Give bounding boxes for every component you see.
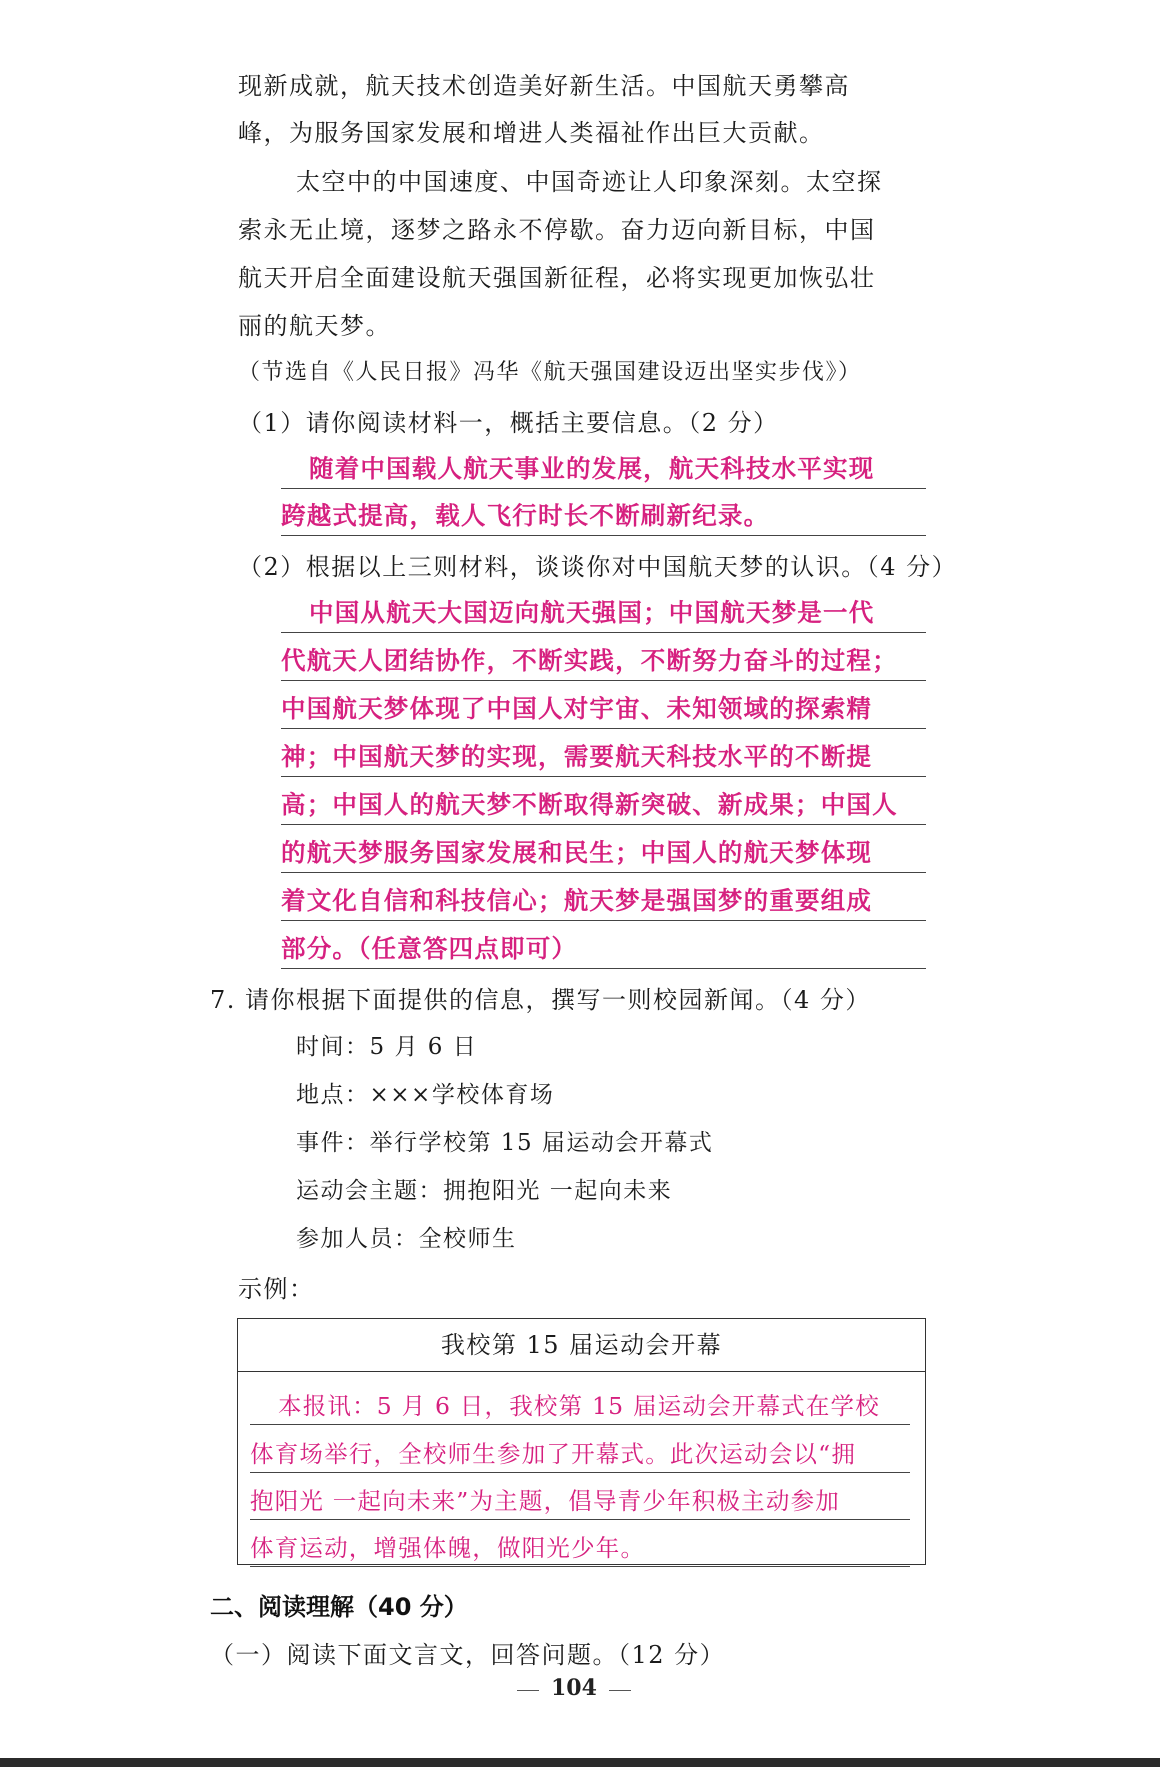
passage-line-1: 现新成就，航天技术创造美好新生活。中国航天勇攀高 xyxy=(238,72,850,100)
question-2-prompt: （2）根据以上三则材料，谈谈你对中国航天梦的认识。（4 分） xyxy=(238,553,958,581)
question-1-answer-line-1: 随着中国载人航天事业的发展，航天科技水平实现 xyxy=(281,450,926,489)
question-2-answer-line-5: 高；中国人的航天梦不断取得新突破、新成果；中国人 xyxy=(281,786,926,825)
info-place: 地点：×××学校体育场 xyxy=(296,1082,555,1108)
question-1-answer-line-2: 跨越式提高，载人飞行时长不断刷新纪录。 xyxy=(281,497,926,536)
section-2-title: 二、阅读理解（40 分） xyxy=(210,1593,468,1621)
question-2-answer-line-3: 中国航天梦体现了中国人对宇宙、未知领域的探索精 xyxy=(281,690,926,729)
footer-dash-right xyxy=(609,1690,631,1692)
passage-line-5: 航天开启全面建设航天强国新征程，必将实现更加恢弘壮 xyxy=(238,264,876,292)
footer-dash-left xyxy=(517,1690,539,1692)
news-line-4: 体育运动，增强体魄，做阳光少年。 xyxy=(250,1529,910,1567)
page-number: 104 xyxy=(551,1675,597,1701)
info-event: 事件：举行学校第 15 届运动会开幕式 xyxy=(296,1130,714,1156)
passage-source: （节选自《人民日报》冯华《航天强国建设迈出坚实步伐》） xyxy=(238,360,862,385)
news-title: 我校第 15 届运动会开幕 xyxy=(238,1319,925,1372)
question-2-answer-line-8: 部分。（任意答四点即可） xyxy=(281,930,926,969)
info-participants: 参加人员：全校师生 xyxy=(296,1226,517,1252)
question-7-prompt: 7. 请你根据下面提供的信息，撰写一则校园新闻。（4 分） xyxy=(210,986,871,1014)
section-2-subtitle: （一）阅读下面文言文，回答问题。（12 分） xyxy=(210,1641,726,1669)
news-line-3: 抱阳光 一起向未来”为主题，倡导青少年积极主动参加 xyxy=(250,1482,910,1520)
info-theme: 运动会主题：拥抱阳光 一起向未来 xyxy=(296,1178,673,1204)
example-news-box xyxy=(237,1318,926,1565)
example-label: 示例： xyxy=(238,1275,315,1303)
passage-line-3: 太空中的中国速度、中国奇迹让人印象深刻。太空探 xyxy=(296,168,883,196)
question-2-answer-line-6: 的航天梦服务国家发展和民生；中国人的航天梦体现 xyxy=(281,834,926,873)
question-2-answer-line-4: 神；中国航天梦的实现，需要航天科技水平的不断提 xyxy=(281,738,926,777)
question-2-answer-line-7: 着文化自信和科技信心；航天梦是强国梦的重要组成 xyxy=(281,882,926,921)
news-line-2: 体育场举行，全校师生参加了开幕式。此次运动会以“拥 xyxy=(250,1435,910,1473)
passage-line-6: 丽的航天梦。 xyxy=(238,312,391,340)
question-2-answer-line-1: 中国从航天大国迈向航天强国；中国航天梦是一代 xyxy=(281,594,926,633)
passage-line-2: 峰，为服务国家发展和增进人类福祉作出巨大贡献。 xyxy=(238,119,825,147)
passage-line-4: 索永无止境，逐梦之路永不停歇。奋力迈向新目标，中国 xyxy=(238,216,876,244)
page-footer xyxy=(505,1675,643,1701)
info-time: 时间：5 月 6 日 xyxy=(296,1034,478,1060)
question-2-answer-line-2: 代航天人团结协作，不断实践，不断努力奋斗的过程； xyxy=(281,642,926,681)
bottom-bar xyxy=(0,1758,1160,1767)
question-1-prompt: （1）请你阅读材料一，概括主要信息。（2 分） xyxy=(238,409,779,437)
news-line-1: 本报讯：5 月 6 日，我校第 15 届运动会开幕式在学校 xyxy=(250,1387,910,1425)
